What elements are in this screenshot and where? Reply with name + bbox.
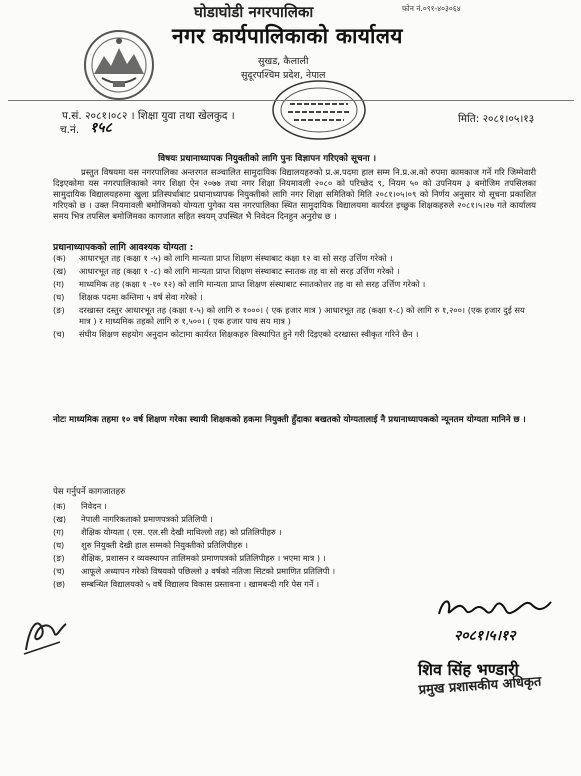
address-line-1: सुखड, कैलाली: [258, 56, 309, 67]
officer-title: प्रमुख प्रशासकीय अधिकृत: [418, 674, 542, 698]
dispatch-number: १५८: [90, 120, 112, 136]
item-marker: (ग): [53, 279, 65, 289]
item-text: आधारभूत तह (कक्षा १ -८) को लागि मान्यता प्राप्त शिक्षण संस्थाबाट स्नातक तह वा सो सरह उर्त्तिण गरेको ।: [79, 266, 400, 276]
list-item: [53, 565, 533, 578]
item-text: सम्बन्धित विद्यालयको ५ वर्षे विद्यालय विकास प्रस्तावना । खामबन्दी गरि पेस गर्ने ।: [81, 579, 320, 589]
reference-number: प.सं. २०८१।०८२ । शिक्षा युवा तथा खेलकुद ।: [62, 110, 235, 122]
item-marker: (ख): [53, 514, 67, 524]
item-text: नेपाली नागरिकताको प्रमाणपत्रको प्रतिलिपी ।: [81, 514, 213, 524]
item-marker: (घ): [53, 292, 65, 302]
item-text: निवेदन ।: [81, 501, 107, 511]
list-item: [53, 513, 533, 526]
item-text: दरखास्त दस्तुर आधारभूत तह (कक्षा १-५) को लागि रु १०००। ( एक हजार मात्र ) आधारभूत तह (कक्षा १-८) को लागि रु १,२००। (एक हजार दुई सय मात्र ) र माध्यमिक तहको लागि रु १,५००। ( एक हजार पाच सय मात्र ): [79, 305, 525, 326]
list-item: [53, 253, 533, 264]
nepal-emblem-logo: [80, 26, 158, 104]
list-item: [53, 279, 533, 290]
list-item: [53, 266, 533, 277]
officer-name: शिव सिंह भण्डारी: [418, 660, 519, 679]
signature-date: २०८१।५।१२: [454, 628, 516, 644]
list-item: [53, 539, 533, 552]
item-text: शैक्षिक, प्रशासन र व्यवस्थापन तालिमको प्रमाणपत्रको प्रतिलिपीहरु । भएमा मात्र ) ।: [81, 553, 326, 563]
item-marker: (ङ): [53, 553, 65, 563]
municipality-name: घोडाघोडी नगरपालिका: [194, 3, 314, 21]
item-marker: (छ): [53, 579, 66, 589]
item-text: शुरु नियुक्ती देखी हाल सम्मको नियुक्तीको प्रतिलिपीहरु ।: [81, 540, 248, 550]
item-text: आधारभूत तह (कक्षा १ -५) को लागि मान्यता प्राप्त शिक्षण संस्थाबाट कक्षा १२ वा सो सरह उर्त्तिण गरेको ।: [79, 253, 393, 263]
dispatch-label: च.नं.: [60, 124, 80, 136]
item-text: संघीय शिक्षण सहयोग अनुदान कोटामा कार्यरत शिक्षकहरु विस्थापित हुने गरी दिइएको दरखास्त स्वीकृत गरिने छैन ।: [79, 329, 419, 339]
item-text: शैक्षिक योग्यता ( एस. एल.सी देखी माथिल्लो तह) को प्रतिलिपीहरु ।: [81, 527, 282, 537]
list-item: [53, 329, 533, 340]
officer-signature: [435, 594, 555, 622]
item-marker: (ङ): [53, 305, 65, 315]
item-text: शिक्षक पदमा कम्तिमा ५ वर्ष सेवा गरेको ।: [79, 292, 203, 302]
issue-date: मिति: २०८१।०५।१३: [458, 113, 535, 125]
list-item: [53, 552, 533, 565]
item-text: माध्यमिक तह (कक्षा १ -१० १२) को लागि मान्यता प्राप्त शिक्षण संस्थाबाट स्नातकोत्तर तह वा सो सरह उर्त्तिण गरेको ।: [79, 279, 426, 289]
documents-heading: पेस गर्नुपर्ने कागजातहरु: [53, 487, 126, 497]
list-item: [53, 578, 533, 591]
item-marker: (क): [53, 253, 66, 263]
item-marker: (घ): [53, 540, 65, 550]
office-stamp: [270, 78, 368, 142]
documents-list: [53, 500, 533, 591]
item-text: आफूले अध्यापन गरेको विषयको पछिल्लो ३ वर्षको नतिजा सिटको प्रमाणित प्रतिलिपी ।: [81, 566, 336, 576]
left-signature: [20, 614, 72, 656]
intro-paragraph: [53, 167, 536, 222]
header-divider: [8, 100, 574, 101]
item-marker: (क): [53, 501, 66, 511]
list-item: [53, 305, 533, 327]
item-marker: (ग): [53, 527, 64, 537]
note-text: नोटः माध्यमिक तहमा १० वर्ष शिक्षण गरेका स्थायी शिक्षकको हकमा नियुक्ती हुँदाका बखतको योग्यतालाई नै प्रधानाध्यापकको न्यूनतम योग्यता मानिने छ ।: [53, 415, 526, 425]
list-item: [53, 526, 533, 539]
phone-number: फोन नं.०९१-४०३०६४: [402, 4, 461, 13]
item-marker: (ख): [53, 266, 67, 276]
intro-text: प्रस्तुत विषयमा यस नगरपालिका अन्तरगत सञ्चालित सामुदायिक विद्यालयहरुको प्र.अ.पदमा हाल सम्म नि.प्र.अ.को रुपमा कामकाज गर्ने गरि जिम्मेवारी दिइएकोमा यस नगरपालिकाको नगर शिक्षा ऐन २०७७ तथा नगर शिक्षा नियमावली २०८० को परिच्छेद ९, नियम ५० को उपनियम ३ बमोजिम तपसिलका सामुदायिक विद्यालयहरुमा खुला प्रतिस्पर्धाबाट प्रधानाध्यापक नियुक्तीको लागि नगर शिक्षा समितिको मिति २०८१।०५।०९ को निर्णय अनुसार यो सूचना प्रकाशित गरिएको छ । उक्त नियमावली बमोजिमको योग्यता पुगेका यस नगरपालिका स्थित सामुदायिक विद्यालयमा कार्यरत इच्छुक शिक्षकहरुले २०८१।५।२७ गते कार्यालय समय भित्र तपसिल बमोजिमका कागजात सहित स्वयम् उपस्थित भै निवेदन दिनहुन अनुरोध छ ।: [53, 167, 536, 221]
qualifications-list: [53, 253, 533, 342]
address-line-2: सुदूरपश्चिम प्रदेश, नेपाल: [241, 70, 326, 81]
item-marker: (च): [53, 566, 65, 576]
list-item: [53, 292, 533, 303]
item-marker: (च): [53, 329, 65, 339]
qualifications-heading: प्रधानाध्यापकको लागि आवश्यक योग्यता :: [53, 242, 194, 253]
list-item: [53, 500, 533, 513]
subject-line: विषयः प्रधानाध्यापक नियुक्तीको लागि पुनः विज्ञापन गरिएको सूचना ।: [158, 154, 377, 164]
office-name: नगर कार्यपालिकाको कार्यालय: [172, 24, 403, 48]
